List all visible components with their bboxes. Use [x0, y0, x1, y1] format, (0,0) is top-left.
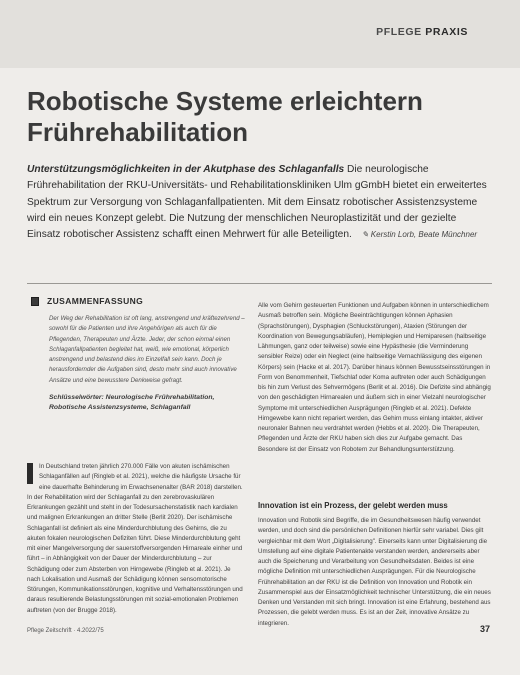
- lead-text: Die neurologische Frührehabilitation der RKU-Universitäts- und Rehabilitationskliniken Ulm gGmbH bietet ein erweitertes Spektrum zur Versorgung von Schlaganfallpatienten. Mit dem Einsatz robotischer Assistenzsysteme wird ein neues Konzept gelebt. Die Nutzung der menschlichen Neuroplastizität und der gezielte Einsatz robotischer Assistenz schafft einen Mehrwert für alle Beteiligten.: [27, 164, 487, 241]
- summary-box: [27, 296, 245, 434]
- section-subhead: Innovation ist ein Prozess, der gelebt werden muss: [258, 501, 448, 510]
- footer-journal: Pflege Zeitschrift · 4.2022/75: [27, 628, 104, 634]
- authors: Kerstin Lorb, Beate Münchner: [370, 230, 478, 240]
- document-icon: [31, 297, 39, 306]
- divider: [27, 283, 492, 284]
- body-left-text: In Deutschland treten jährlich 270.000 Fälle von akuten ischämischen Schlaganfällen auf (Ringleb et al. 2021), welche die häufigste Ursache für eine dauerhafte Behinderung im Erwachsenenalter (BAR 2018) darstellen. In der Rehabilitation wird der Schlaganfall zu den zerebrovaskulären Erkrankungen gezählt und steht in der Todesursachenstatistik nach kardialen und malignen Erkrankungen an dritter Stelle (Berlit 2020). Der ischämische Schlaganfall ist definiert als eine Minderdurchblutung des Gehirns, die zu akuten fokalen neurologischen Defiziten führt. Diese Minderdurchblutung geht mit einer Mangelversorgung der sauerstoffversorgenden Hirnareale einher und führt – in Abhängigkeit von der Dauer der Minderdurchblutung – zur Schädigung oder zum Absterben von Hirngewebe (Ringleb et al. 2021). Je nach Lokalisation und Ausmaß der Schädigung können sensomotorische Störungen, Kommunikationsstörungen, kognitive und Verhaltensstörungen und daraus resultierende Belastungsstörungen mit sozial-emotionalen Problemen auftreten (von der Brugge 2018).: [27, 463, 243, 614]
- article-title: Robotische Systeme erleichtern Frührehabilitation: [27, 86, 423, 147]
- drop-cap-bar: [27, 463, 33, 484]
- summary-title: ZUSAMMENFASSUNG: [47, 296, 144, 306]
- section-label-praxis: PRAXIS: [425, 26, 468, 38]
- section-label-pflege: PFLEGE: [376, 26, 422, 38]
- summary-text: Der Weg der Rehabilitation ist oft lang, anstrengend und kräftezehrend – sowohl für die Patienten und ihre Angehörigen als auch für die Pflegenden, Therapeuten und Ärzte. Jeder, der schon einmal einen Schlaganfallpatienten begleitet hat, weiß, wie emotional, körperlich anstrengend und belastend dies im Einzelfall sein kann. Doch je herausfordernder die Aufgaben sind, desto mehr sind auch innovative Ansätze und eine bewusstere Denkweise gefragt.: [49, 315, 245, 384]
- lead-intro: Unterstützungsmöglichkeiten in der Akutphase des Schlaganfalls: [27, 164, 345, 175]
- article-lead: [27, 162, 492, 243]
- body-left-column: [27, 462, 245, 616]
- page-number: 37: [479, 624, 490, 634]
- body-right-column-2: Innovation und Robotik sind Begriffe, die im Gesundheitswesen häufig verwendet werden, und doch sind die persönlichen Definitionen hierfür sehr variabel. Dies gilt vergleichbar mit dem Wort „Digitalisierung". Einerseits kann unter Digitalisierung die Umstellung auf eine digitale Patientenakte verstanden werden, andererseits aber auch die Speicherung und Verarbeitung von Gesundheitsdaten. Beides ist eine mögliche Definition mit unterschiedlichen Ausprägungen. Für die Neurologische Frührehabilitation an der RKU ist die Definition von Innovation und Robotik ein Zusammenspiel aus der Einsatzmöglichkeit technischer Unterstützung, die ein neues Denken und Verstanden mit sich bringt. Innovation ist eine Erfahrung, bestehend aus Prozessen, die gelebt werden muss. Es ist an der Zeit, innovative Ansätze zu integrieren.: [258, 517, 491, 627]
- author-line: [358, 230, 477, 239]
- pen-icon: ✎: [361, 230, 369, 240]
- summary-header: [27, 296, 245, 306]
- section-label: [376, 26, 468, 38]
- keywords: Schlüsselwörter: Neurologische Frührehabilitation, Robotische Assistenzsysteme, Schlaganfall: [49, 394, 215, 412]
- body-right-column: Alle vom Gehirn gesteuerten Funktionen und Aufgaben können in unterschiedlichem Ausmaß betroffen sein. Mögliche Beeinträchtigungen können Aphasien (Sprachstörungen), Dysphagien (Schluckstörungen), Ataxien (Störungen der Koordination von Bewegungsabläufen), Hemiplegien und Hemiparesen (halbseitige Lähmungen, ganz oder teilweise) sowie eine Hypästhesie (die Verminderung sensibler Reize) oder ein Neglect (eine halbseitige Vernachlässigung des eigenen Körpers) sein (Hacke et al. 2017). Darüber hinaus können Bewusstseinsstörungen in Form von Benommenheit, Tiefschlaf oder Koma auftreten oder auch Schädigungen bis hin zum Verlust des Sehvermögens (Berlit et al. 2016). Die Defizite sind abhängig von den geschädigten Hirnarealen und äußern sich in einer Vielzahl neurologischer Symptome mit unterschiedlichen Ausprägungen (Ringleb et al. 2021). Defekte Hirngewebe kann nicht repariert werden, das Gehirn muss einlang intakter, aktiver neuronaler Bahnen neu verdrahtet werden (Hebbs et al. 2020). Die Therapeuten, Pflegenden und Ärzte der RKU haben sich dies zur Aufgabe gemacht. Das Besondere ist der Einsatz von Robotern zur Behandlungsunterstützung.: [258, 302, 491, 453]
